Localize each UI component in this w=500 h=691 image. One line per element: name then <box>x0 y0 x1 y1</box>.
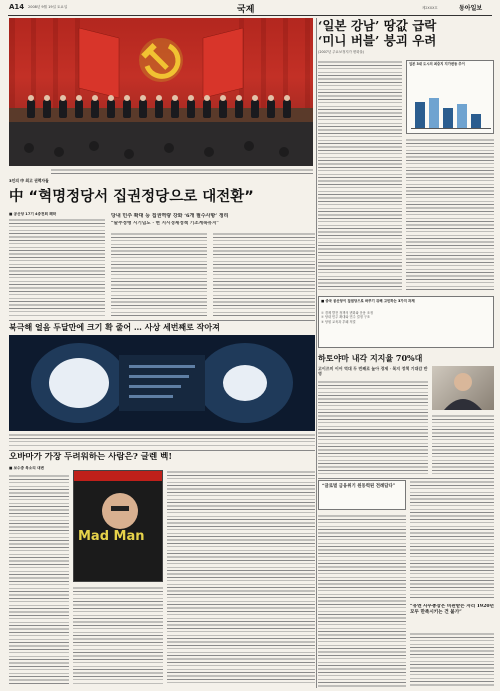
paper-name: 동아일보 <box>459 5 483 12</box>
plenum-photo-art <box>9 18 313 166</box>
chart-bar-2 <box>429 98 439 128</box>
party-tasks-title: ■ 중국 공산당이 집권당으로 바꾸기 위해 고민하는 3가지 과제 <box>321 299 415 303</box>
party-task-3: ③ 당원 교육과 부패 척결 <box>321 319 356 324</box>
party-tasks-box <box>318 296 494 348</box>
hatoyama-photo <box>432 366 494 410</box>
chart-bar-5 <box>471 114 481 128</box>
beck-kicker: ■ 보수층 목소리 대변 <box>9 466 44 470</box>
beck-story <box>9 466 315 688</box>
arctic-infographic <box>9 322 315 448</box>
hatoyama-headline: 하토야마 내각 지지율 70%대 <box>318 353 423 363</box>
un-headline: “유엔 사무총장은 비판받는 자리 1920년 모두 만족시키는 건 불가” <box>410 604 494 615</box>
hatoyama-quote: 고이즈미 이어 역대 두 번째로 높아 경제 · 복지 정책 기대감 반영 <box>318 366 428 377</box>
page-number: A14 <box>9 3 25 11</box>
magazine-cover-title: Mad Man <box>78 529 145 544</box>
plenum-photo <box>9 18 313 166</box>
arctic-map <box>9 335 315 431</box>
section-divider-3 <box>318 478 494 479</box>
column-divider <box>316 18 317 688</box>
party-task-1: ① 경제 발전 정책의 변화와 운용 조정 <box>321 311 374 315</box>
masthead <box>0 0 500 15</box>
edition-number: 제2XXX호 <box>422 6 438 10</box>
arctic-headline: 북극해 얼음 두달만에 크기 확 줄어 … 사상 세번째로 작아져 <box>9 322 220 332</box>
issue-date: 2008년 9월 19일 토요일 <box>28 5 68 9</box>
japan-sub: (2007년 주요보정지가 변화율) <box>318 50 365 54</box>
masthead-rule <box>8 15 492 16</box>
arctic-headline-sub: 사상 세번째로 작아져 <box>144 322 220 332</box>
beck-headline: 오바마가 가장 두려워하는 사람은? 글렌 벡! <box>9 452 173 462</box>
chart-bar-4 <box>457 104 467 128</box>
finance-box-quote: “글로벌 금융위기 원동력된 전례답다” <box>322 484 396 489</box>
photo-caption <box>9 167 313 183</box>
finance-box <box>318 480 406 510</box>
party-task-2: ② 당내 민주 확대와 민주 결정 구조 <box>321 315 370 320</box>
main-headline: 中 “혁명정당서 집권정당으로 대전환” <box>9 189 254 205</box>
japan-headline-1: ‘일본 강남’ 땅값 급락 <box>318 18 437 33</box>
section-divider-2 <box>9 450 315 451</box>
section-title: 국제 <box>237 5 255 15</box>
photo-caption-title: 3인의 中 최고 권력자들 <box>9 178 49 183</box>
section-divider-1 <box>9 320 315 321</box>
main-story <box>9 212 315 320</box>
japan-headline-2: ‘미니 버블’ 붕괴 우려 <box>318 33 437 48</box>
arctic-map-art <box>9 335 315 431</box>
chart-bar-1 <box>415 102 425 128</box>
magazine-cover-art <box>74 471 163 582</box>
magazine-cover <box>73 470 163 582</box>
chart-bar-3 <box>443 108 453 128</box>
main-story-subhead: 당내 민주 확대 등 집권역량 강화 ‘6개 필수사항’ 정리 <box>111 213 229 219</box>
hammer-sickle-icon <box>139 38 183 82</box>
land-price-chart-title: 일본 3대 도시의 최중지 지가변동 추이 <box>409 62 465 66</box>
arctic-headline-main: 북극해 얼음 두달만에 크기 확 줄어 <box>9 322 132 332</box>
main-story-kicker: ■ 공산당 17기 4중전회 폐막 <box>9 212 57 216</box>
land-price-chart <box>406 60 494 134</box>
japan-land-story <box>318 18 494 294</box>
main-story-subhead-2: “술주정뱅 시기넘도 · 현 지시경제정책 기조계속유지” <box>111 221 220 226</box>
